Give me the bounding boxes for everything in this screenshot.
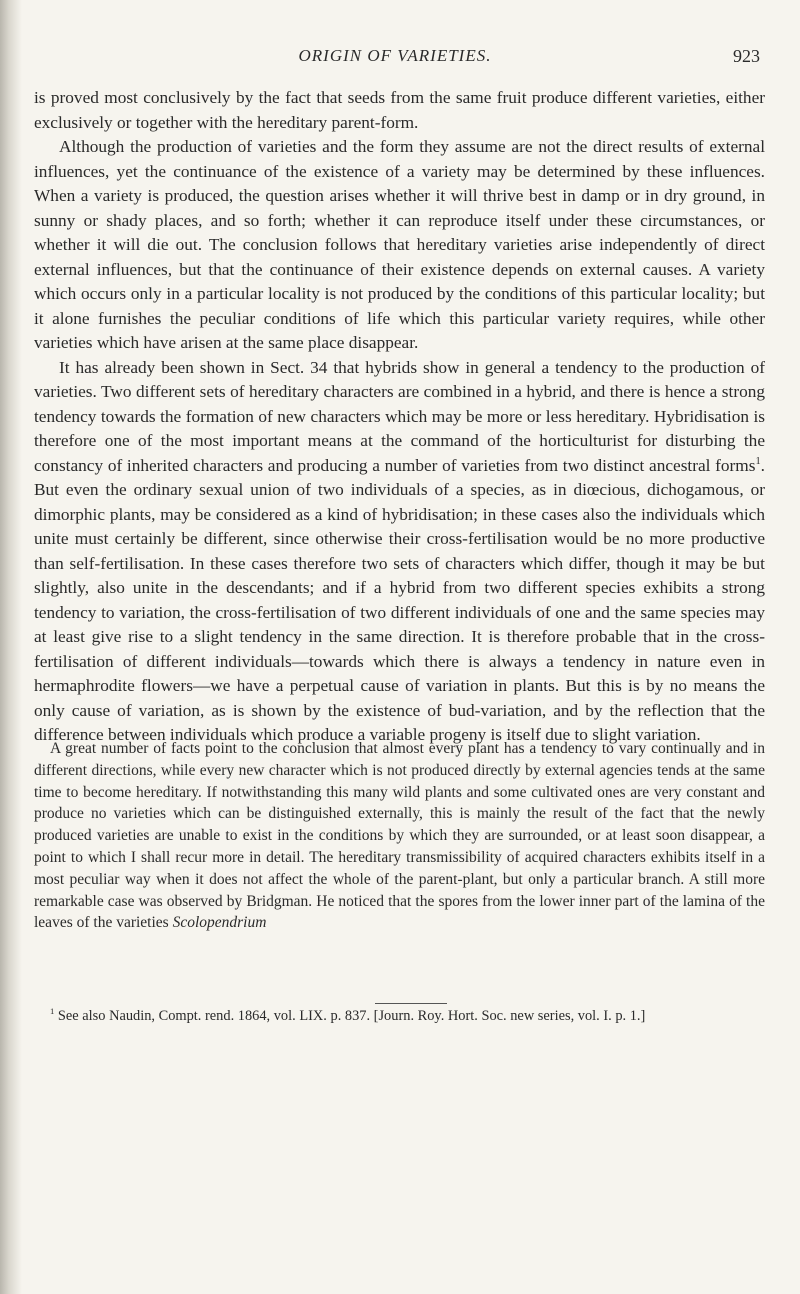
paragraph bbox=[34, 738, 765, 934]
paragraph bbox=[34, 356, 765, 748]
paragraph-text: A great number of facts point to the conclusion that almost every plant has a tendency to vary continually and in different directions, while every new character which is not produced directly by external agencies tends at the same time to become hereditary. If notwithstanding this many wild plants and some cultivated ones are very constant and produce no varieties which can be distinguished externally, this is mainly the result of the fact that the newly produced varieties are unable to exist in the conditions by which they are surrounded, or at least soon disappear, a point to which I shall recur more in detail. The hereditary transmissibility of acquired characters exhibits itself in a most peculiar way when it does not affect the whole of the parent-plant, but only a particular branch. A still more remarkable case was observed by Bridgman. He noticed that the spores from the lower inner part of the lamina of the leaves of the varieties bbox=[34, 740, 765, 932]
footnote-marker: 1 bbox=[50, 1006, 55, 1017]
paragraph: Although the production of varieties and the form they assume are not the direct results of external influences, yet the continuance of the existence of a variety may be determined by these influences. When a variety is produced, the question arises whether it will thrive best in damp or in dry ground, in sunny or shady places, and so forth; whether it can reproduce itself under these circumstances, or whether it will die out. The conclusion follows that hereditary varieties arise independently of direct external influences, but that the continuance of their existence depends on external causes. A variety which occurs only in a particular locality is not produced by the conditions of this particular locality; but it alone furnishes the peculiar conditions of life which this particular variety requires, while other varieties which have arisen at the same place disappear. bbox=[34, 137, 765, 352]
paragraph-text: It has already been shown in Sect. 34 that hybrids show in general a tendency to the production of varieties. Two different sets of hereditary characters are combined in a hybrid, and there is hence a strong tendency towards the formation of new characters which may be more or less hereditary. Hybridisation is therefore one of the most important means at the command of the horticulturist for disturbing the constancy of inherited characters and producing a number of varieties from two distinct ancestral forms bbox=[34, 357, 765, 475]
small-print-section bbox=[34, 738, 765, 934]
footnote-body: See also Naudin, Compt. rend. 1864, vol. LIX. p. 837. [Journ. Roy. Hort. Soc. new series, vol. I. p. 1.] bbox=[54, 1008, 646, 1024]
page-number: 923 bbox=[733, 46, 760, 66]
page-binding-edge bbox=[0, 0, 22, 1294]
paragraph: is proved most conclusively by the fact that seeds from the same fruit produce different varieties, either exclusively or together with the hereditary parent-form. bbox=[34, 88, 765, 132]
main-text bbox=[34, 86, 765, 748]
footnote-text bbox=[34, 1006, 765, 1026]
footnote-reference: 1 bbox=[755, 455, 761, 467]
running-title: ORIGIN OF VARIETIES. bbox=[298, 46, 492, 65]
page-header bbox=[30, 46, 760, 72]
paragraph-text: . But even the ordinary sexual union of two individuals of a species, as in diœcious, dichogamous, or dimorphic plants, may be considered as a kind of hybridisation; in these cases also the individuals which unite must certainly be different, since otherwise their cross-fertilisation would be no more productive than self-fertilisation. In these cases therefore two sets of characters which differ, though it may be but slightly, also unite in the descendants; and if a hybrid from two different species exhibits a strong tendency to variation, the cross-fertilisation of two different individuals of one and the same species may at least give rise to a slight tendency in the same direction. It is therefore probable that in the cross-fertilisation of different individuals—towards which there is always a tendency in nature even in hermaphrodite flowers—we have a perpetual cause of variation in plants. But this is by no means the only cause of variation, as is shown by the existence of bud-variation, and by the reflection that the difference between individuals which produce a variable progeny is itself due to slight variation. bbox=[34, 455, 765, 744]
footnote bbox=[34, 1006, 765, 1026]
taxon-name: Scolopendrium bbox=[172, 914, 267, 932]
footnote-divider bbox=[375, 1003, 447, 1004]
